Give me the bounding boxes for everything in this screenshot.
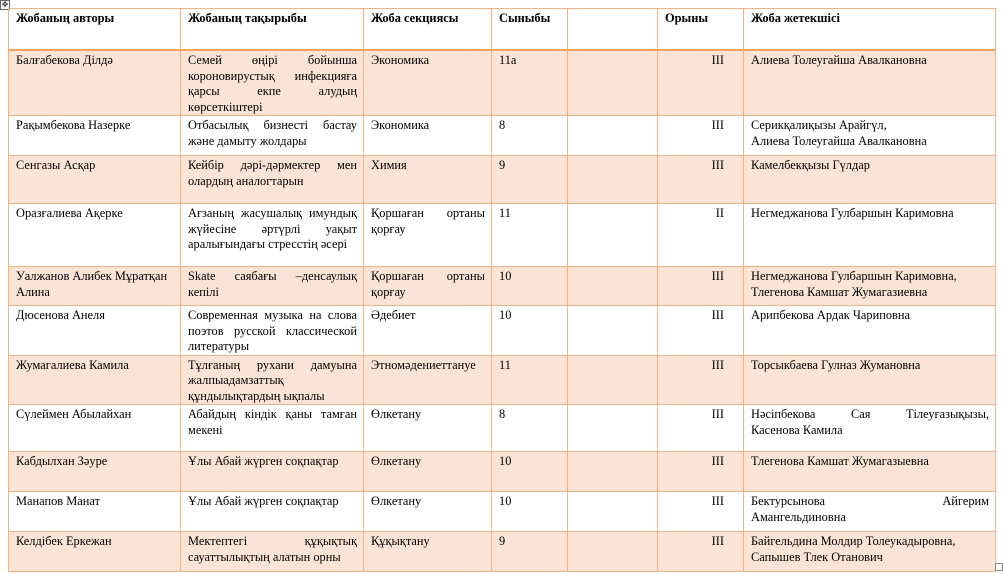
supervisor-line: Негмеджанова Гулбаршын Каримовна [751,206,954,220]
header-empty [568,9,658,51]
table-row [9,492,996,532]
cell-grade: 9 [492,156,568,204]
cell-empty [568,156,658,204]
cell-section: Құқықтану [364,532,492,572]
cell-section: Өлкетану [364,452,492,492]
cell-author: Кабдылхан Зәуре [9,452,181,492]
cell-section: Әдебиет [364,306,492,356]
supervisor-line: Касенова Камила [751,422,843,437]
cell-place: ІІІ [658,267,744,306]
cell-author: Сенгазы Асқар [9,156,181,204]
cell-grade: 8 [492,405,568,452]
cell-grade: 11 [492,204,568,267]
cell-empty [568,204,658,267]
cell-author: Уалжанов Алибек Мұратқан Алина [9,267,181,306]
cell-topic: Современная музыка на слова поэтов русской классической литературы [181,306,364,356]
cell-topic: Тұлғаның рухани дамуына жалпыадамзаттық құндылықтардың ықпалы [181,355,364,405]
cell-empty [568,452,658,492]
cell-topic: Ағзаның жасушалық имундық жүйесіне әртүрлі уақыт аралығындағы стресстің әсері [181,204,364,267]
supervisor-line: Камелбекқызы Гүлдар [751,158,870,172]
cell-topic: Ұлы Абай жүрген соқпақтар [181,492,364,532]
cell-topic: Skate саябағы –денсаулық кепілі [181,267,364,306]
cell-supervisor [744,50,996,116]
cell-grade: 11а [492,50,568,116]
header-supervisor: Жоба жетекшісі [744,9,996,51]
supervisor-line: Тлегенова Камшат Жумагазиевна [751,284,928,299]
cell-supervisor [744,204,996,267]
cell-place: ІІІ [658,156,744,204]
cell-place: ІІІ [658,532,744,572]
cell-empty [568,355,658,405]
cell-author: Балғабекова Ділдә [9,50,181,116]
cell-grade: 10 [492,492,568,532]
supervisor-line: Сапышев Тлек Отанович [751,549,883,564]
cell-place: ІІІ [658,452,744,492]
cell-topic: Мектептегі құқықтық сауаттылықтың алатын орны [181,532,364,572]
supervisor-line: Тлегенова Камшат Жумагазыевна [751,454,929,468]
table-row [9,405,996,452]
supervisor-line: Арипбекова Ардак Чариповна [751,308,911,322]
cell-topic: Ұлы Абай жүрген соқпақтар [181,452,364,492]
cell-section: Этномәдениеттануе [364,355,492,405]
cell-supervisor [744,452,996,492]
cell-place: ІІІ [658,50,744,116]
header-place: Орыны [658,9,744,51]
header-author: Жобаның авторы [9,9,181,51]
table-row [9,267,996,306]
cell-section: Экономика [364,116,492,156]
table-row [9,116,996,156]
cell-place: ІІ [658,204,744,267]
cell-supervisor [744,306,996,356]
cell-author: Келдібек Еркежан [9,532,181,572]
cell-empty [568,116,658,156]
cell-empty [568,405,658,452]
cell-empty [568,267,658,306]
header-section: Жоба секциясы [364,9,492,51]
cell-supervisor [744,532,996,572]
cell-empty [568,50,658,116]
cell-topic: Абайдың кіндік қаны тамған мекені [181,405,364,452]
cell-author: Жумагалиева Камила [9,355,181,405]
cell-supervisor [744,156,996,204]
cell-section: Өлкетану [364,405,492,452]
cell-author: Дюсенова Анеля [9,306,181,356]
header-row [9,9,996,51]
supervisor-line: Нәсіпбекова Сая Тілеуғазықызы, [751,407,989,421]
cell-place: ІІІ [658,306,744,356]
cell-section: Химия [364,156,492,204]
cell-supervisor [744,405,996,452]
cell-grade: 9 [492,532,568,572]
projects-table [8,8,996,572]
cell-supervisor [744,116,996,156]
header-grade: Сыныбы [492,9,568,51]
supervisor-line: Серикқалиқызы Арайгүл, [751,118,887,132]
cell-grade: 10 [492,306,568,356]
cell-section: Қоршаған ортаны қорғау [364,267,492,306]
supervisor-line: Байгельдина Молдир Толеукадыровна, [751,534,956,548]
cell-grade: 11 [492,355,568,405]
supervisor-line: Амангельдиновна [751,509,846,524]
cell-place: ІІІ [658,116,744,156]
table-row [9,532,996,572]
cell-grade: 10 [492,267,568,306]
cell-supervisor [744,267,996,306]
table-row [9,156,996,204]
cell-topic: Семей өңірі бойынша короновирустық инфекцияға қарсы екпе алудың көрсеткіштері [181,50,364,116]
cell-grade: 10 [492,452,568,492]
cell-empty [568,532,658,572]
supervisor-line: Алиева Толеугайша Авалкановна [751,133,927,148]
cell-author: Сүлеймен Абылайхан [9,405,181,452]
supervisor-line: Негмеджанова Гулбаршын Каримовна, [751,269,957,283]
cell-section: Қоршаған ортаны қорғау [364,204,492,267]
cell-topic: Кейбір дәрі-дәрмектер мен олардың аналогтарын [181,156,364,204]
cell-author: Оразғалиева Ақерке [9,204,181,267]
table-row [9,50,996,116]
table-row [9,452,996,492]
supervisor-line: Торсыкбаева Гулназ Жумановна [751,357,921,372]
header-topic: Жобаның тақырыбы [181,9,364,51]
supervisor-line: Бектурсынова Айгерим [751,494,989,508]
table-row [9,355,996,405]
cell-empty [568,306,658,356]
supervisor-line: Алиева Толеугайша Авалкановна [751,53,927,67]
cell-place: ІІІ [658,405,744,452]
cell-section: Өлкетану [364,492,492,532]
cell-place: ІІІ [658,355,744,405]
table-move-handle[interactable]: ✥ [1,0,9,9]
table-row [9,306,996,356]
cell-place: ІІІ [658,492,744,532]
cell-topic: Отбасылық бизнесті бастау және дамыту жолдары [181,116,364,156]
table-resize-handle[interactable] [995,563,1003,571]
cell-empty [568,492,658,532]
cell-section: Экономика [364,50,492,116]
cell-author: Рақымбекова Назерке [9,116,181,156]
cell-author: Манапов Манат [9,492,181,532]
cell-supervisor [744,492,996,532]
cell-grade: 8 [492,116,568,156]
cell-supervisor [744,355,996,405]
table-row [9,204,996,267]
